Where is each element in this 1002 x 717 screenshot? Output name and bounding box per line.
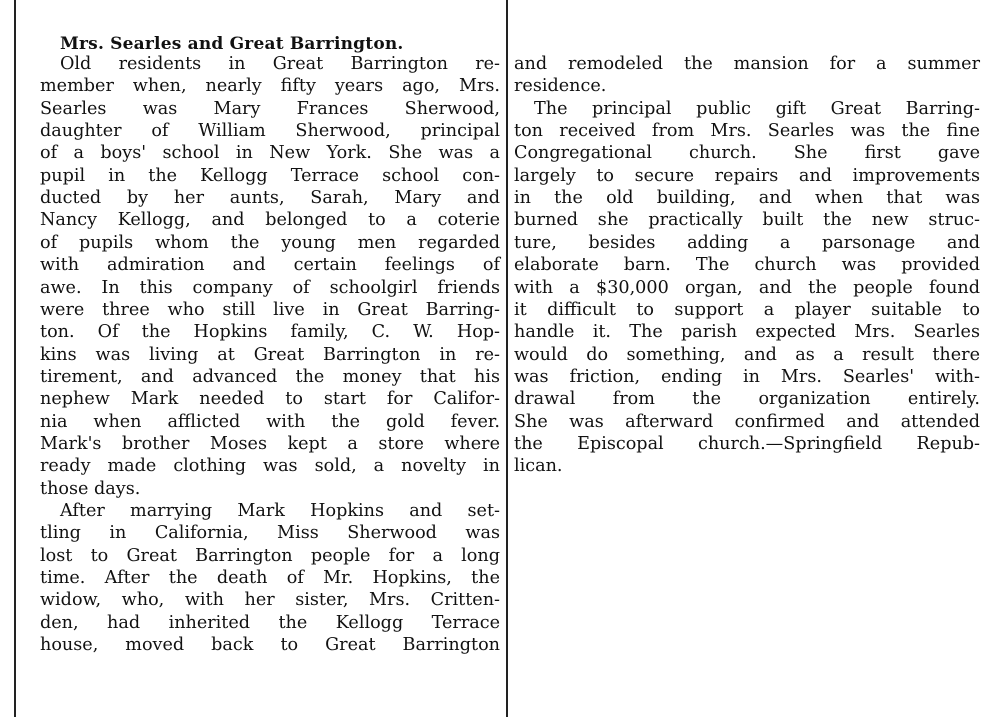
article-text-line: those days. xyxy=(40,478,141,499)
article-text-line: Mark's brother Moses kept a store where xyxy=(40,433,500,454)
article-text-line: kins was living at Great Barrington in re- xyxy=(40,344,500,365)
article-text-line: drawal from the organization entirely. xyxy=(514,389,980,410)
article-text-line: was friction, ending in Mrs. Searles' with- xyxy=(514,366,980,387)
article-text-line: ducted by her aunts, Sarah, Mary and xyxy=(40,188,500,209)
article-text-line: Congregational church. She first gave xyxy=(514,143,980,164)
article-text-line: it difficult to support a player suitable to xyxy=(514,299,980,320)
article-text-line: lost to Great Barrington people for a long xyxy=(40,545,500,566)
article-text-line: Old residents in Great Barrington re- xyxy=(60,54,500,74)
article-text-line: elaborate barn. The church was provided xyxy=(514,255,980,276)
article-text-line: house, moved back to Great Barrington xyxy=(40,635,500,656)
article-text-line: time. After the death of Mr. Hopkins, the xyxy=(40,568,500,589)
article-text-line: of pupils whom the young men regarded xyxy=(40,232,500,253)
article-headline: Mrs. Searles and Great Barrington. xyxy=(60,34,404,54)
article-text-line: ture, besides adding a parsonage and xyxy=(514,232,980,253)
article-text-line: awe. In this company of schoolgirl friends xyxy=(40,277,500,298)
article-text-line: tirement, and advanced the money that his xyxy=(40,366,500,387)
article-text-line: of a boys' school in New York. She was a xyxy=(40,143,500,164)
article-text-line: tling in California, Miss Sherwood was xyxy=(40,523,500,544)
article-text-line: in the old building, and when that was xyxy=(514,188,980,209)
article-text-line: lican. xyxy=(514,456,563,477)
column-rule-middle xyxy=(506,0,508,717)
article-text-line: den, had inherited the Kellogg Terrace xyxy=(40,612,500,633)
article-text-line: largely to secure repairs and improvements xyxy=(514,165,980,186)
article-text-line: residence. xyxy=(514,76,607,97)
article-text-line: would do something, and as a result there xyxy=(514,344,980,365)
article-text-line: the Episcopal church.—Springfield Repub- xyxy=(514,433,980,454)
article-text-line: were three who still live in Great Barring- xyxy=(40,299,500,320)
article-text-line: widow, who, with her sister, Mrs. Critten- xyxy=(40,590,500,611)
article-text-line: member when, nearly fifty years ago, Mrs. xyxy=(40,76,500,97)
article-text-line: and remodeled the mansion for a summer xyxy=(514,54,980,74)
article-text-line: The principal public gift Great Barring- xyxy=(534,98,980,119)
article-text-line: She was afterward confirmed and attended xyxy=(514,411,980,432)
article-text-line: ton. Of the Hopkins family, C. W. Hop- xyxy=(40,322,500,343)
article-text-line: burned she practically built the new struc- xyxy=(514,210,980,231)
article-text-line: ready made clothing was sold, a novelty in xyxy=(40,456,500,477)
article-text-line: pupil in the Kellogg Terrace school con- xyxy=(40,165,500,186)
column-rule-left xyxy=(14,0,16,717)
article-text-line: daughter of William Sherwood, principal xyxy=(40,121,500,142)
article-text-line: After marrying Mark Hopkins and set- xyxy=(60,501,500,521)
article-text-line: Nancy Kellogg, and belonged to a coterie xyxy=(40,210,500,231)
article-text-line: Searles was Mary Frances Sherwood, xyxy=(40,98,500,119)
article-text-line: ton received from Mrs. Searles was the fine xyxy=(514,121,980,142)
article-text-line: nephew Mark needed to start for Califor- xyxy=(40,389,500,410)
article-text-line: nia when afflicted with the gold fever. xyxy=(40,411,500,432)
article-text-line: with admiration and certain feelings of xyxy=(40,255,500,276)
article-text-line: handle it. The parish expected Mrs. Searles xyxy=(514,322,980,343)
article-text-line: with a $30,000 organ, and the people found xyxy=(514,277,980,298)
